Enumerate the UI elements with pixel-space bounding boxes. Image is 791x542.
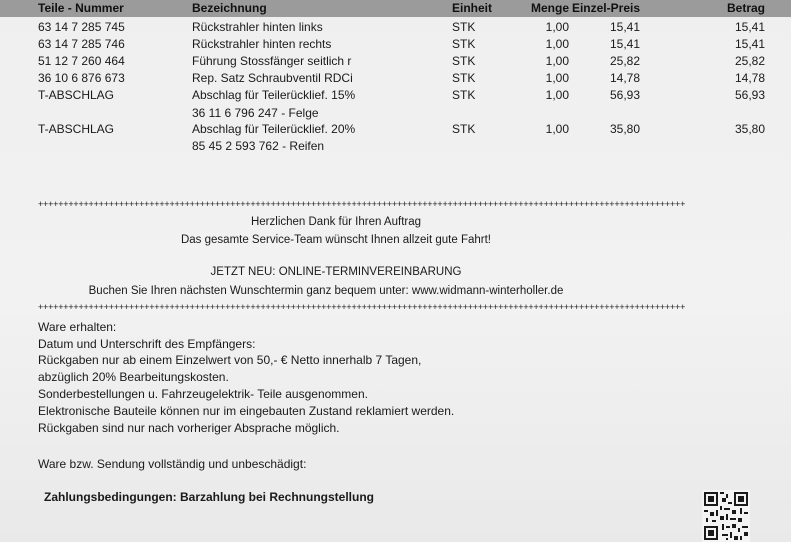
part-number: 63 14 7 285 745 [38,20,125,34]
terms-goods-received: Ware erhalten: [38,320,117,334]
delivery-complete: Ware bzw. Sendung vollständig und unbeschädigt: [38,457,307,471]
header-einheit: Einheit [452,1,493,15]
quantity: 1,00 [545,88,569,102]
amount: 15,41 [734,20,765,34]
description: Rückstrahler hinten links [192,20,323,34]
terms-returns: Rückgaben nur ab einem Einzelwert von 50,- € Netto innerhalb 7 Tagen, [38,353,422,367]
header-bezeichnung: Bezeichnung [192,1,267,15]
unit-price: 15,41 [609,37,640,51]
table-header [0,0,791,17]
unit: STK [452,20,476,34]
amount: 14,78 [734,71,765,85]
quantity: 1,00 [545,54,569,68]
unit: STK [452,88,476,102]
part-number: T-ABSCHLAG [38,122,115,136]
terms-deduction: abzüglich 20% Bearbeitungskosten. [38,370,229,384]
table-row [0,54,791,71]
header-menge: Menge [530,1,569,15]
table-row [0,37,791,54]
unit-price: 25,82 [609,54,640,68]
table-row-subline [0,106,791,123]
unit-price: 15,41 [609,20,640,34]
description: Abschlag für Teilerücklief. 15% [192,88,356,102]
description: Rückstrahler hinten rechts [192,37,332,51]
unit: STK [452,54,476,68]
part-number: 51 12 7 260 464 [38,54,125,68]
part-number: T-ABSCHLAG [38,88,115,102]
table-row [0,88,791,105]
promo-headline: JETZT NEU: ONLINE-TERMINVEREINBARUNG [210,266,462,278]
quantity: 1,00 [545,20,569,34]
unit: STK [452,71,476,85]
thanks-line-2: Das gesamte Service-Team wünscht Ihnen allzeit gute Fahrt! [180,234,491,246]
description: Führung Stossfänger seitlich r [192,54,352,68]
table-row [0,20,791,37]
unit-price: 35,80 [609,122,640,136]
promo-text: Buchen Sie Ihren nächsten Wunschtermin ganz bequem unter: www.widmann-winterholler.de [88,285,564,297]
quantity: 1,00 [545,122,569,136]
part-number: 63 14 7 285 746 [38,37,125,51]
amount: 15,41 [734,37,765,51]
amount: 25,82 [734,54,765,68]
thanks-line-1: Herzlichen Dank für Ihren Auftrag [250,216,422,228]
table-row-subline [0,139,791,156]
table-row [0,71,791,88]
table-row [0,122,791,139]
unit-price: 56,93 [609,88,640,102]
part-number: 36 10 6 876 673 [38,71,125,85]
terms-special-orders: Sonderbestellungen u. Fahrzeugelektrik- Teile ausgenommen. [38,387,368,401]
description-detail: 36 11 6 796 247 - Felge [192,106,319,120]
amount: 56,93 [734,88,765,102]
terms-agreement: Rückgaben sind nur nach vorheriger Absprache möglich. [38,421,340,435]
payment-terms: Zahlungsbedingungen: Barzahlung bei Rechnungstellung [44,490,374,504]
unit-price: 14,78 [609,71,640,85]
separator-line-bottom: ++++++++++++++++++++++++++++++++++++++++++++++++++++++++++++++++++++++++++++++++++++++++++++++++++++++++++++++++++++++++++++++++ [38,302,686,312]
terms-signature: Datum und Unterschrift des Empfängers: [38,337,256,351]
terms-electronics: Elektronische Bauteile können nur im eingebauten Zustand reklamiert werden. [38,404,455,418]
separator-line-top: ++++++++++++++++++++++++++++++++++++++++++++++++++++++++++++++++++++++++++++++++++++++++++++++++++++++++++++++++++++++++++++++++ [38,199,686,209]
unit: STK [452,122,476,136]
header-betrag: Betrag [726,1,765,15]
amount: 35,80 [734,122,765,136]
unit: STK [452,37,476,51]
description: Rep. Satz Schraubventil RDCi [192,71,353,85]
description: Abschlag für Teilerücklief. 20% [192,122,356,136]
header-teile-nummer: Teile - Nummer [38,1,124,15]
quantity: 1,00 [545,71,569,85]
header-einzel-preis: Einzel-Preis [571,1,640,15]
description-detail: 85 45 2 593 762 - Reifen [192,139,325,153]
qr-code-icon [702,490,750,542]
quantity: 1,00 [545,37,569,51]
